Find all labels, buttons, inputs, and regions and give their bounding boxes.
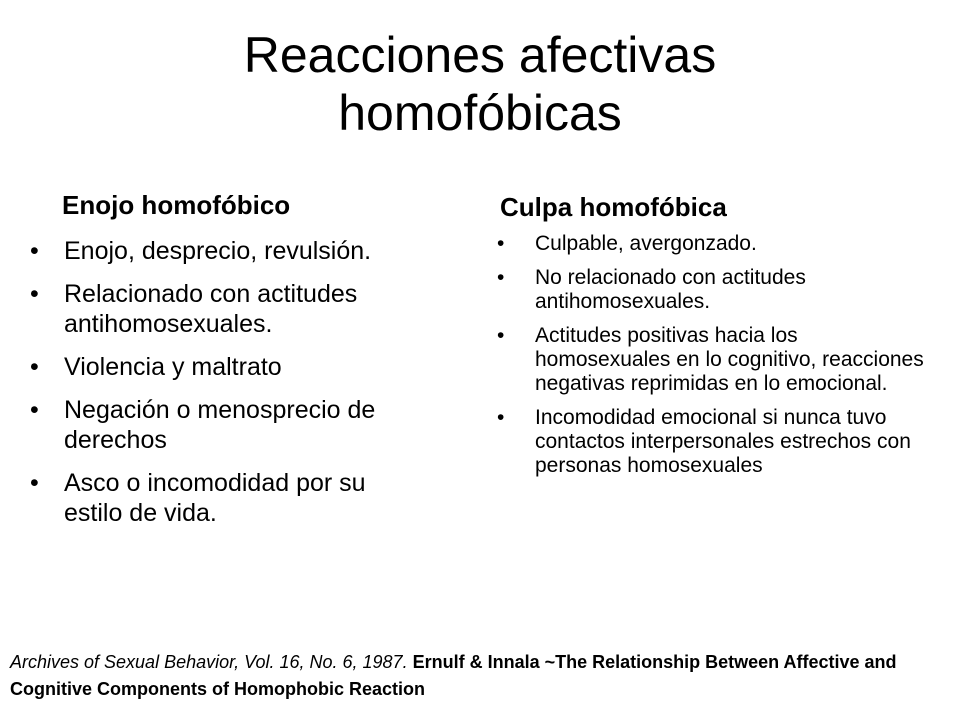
list-item	[497, 406, 927, 478]
list-item	[497, 324, 927, 396]
list-item-text: Enojo, desprecio, revulsión.	[64, 237, 372, 265]
slide-title	[0, 26, 960, 142]
list-item	[30, 468, 430, 528]
bullet-icon: •	[30, 396, 39, 424]
bullet-icon: •	[497, 232, 505, 255]
right-column-heading: Culpa homofóbica	[500, 192, 727, 222]
list-item	[30, 236, 430, 266]
bullet-icon: •	[30, 469, 39, 497]
list-item-text: Culpable, avergonzado.	[535, 232, 757, 255]
list-item-text: Negación o menosprecio de derechos	[64, 396, 376, 454]
slide-title-line-1: Reacciones afectivas	[243, 27, 717, 83]
list-item-text: Violencia y maltrato	[64, 353, 282, 381]
citation-journal: Archives of Sexual Behavior, Vol. 16, No. 6, 1987.	[10, 652, 408, 672]
bullet-icon: •	[497, 324, 505, 347]
list-item	[497, 266, 927, 314]
citation	[10, 649, 955, 703]
list-item-text: Asco o incomodidad por su estilo de vida.	[64, 469, 366, 527]
list-item-text: Relacionado con actitudes antihomosexuales.	[64, 280, 358, 338]
citation-authors-title: Ernulf & Innala ~The Relationship Between Affective and Cognitive Components of Homophobic Reaction	[10, 652, 897, 699]
list-item	[30, 279, 430, 339]
bullet-icon: •	[497, 406, 505, 429]
right-bullet-list	[497, 232, 927, 488]
list-item	[30, 352, 430, 382]
left-column-heading: Enojo homofóbico	[62, 190, 291, 220]
list-item-text: No relacionado con actitudes antihomosexuales.	[535, 266, 806, 313]
list-item	[497, 232, 927, 256]
list-item	[30, 395, 430, 455]
left-bullet-list	[30, 236, 430, 541]
bullet-icon: •	[30, 280, 39, 308]
bullet-icon: •	[497, 266, 505, 289]
list-item-text: Actitudes positivas hacia los homosexuales en lo cognitivo, reacciones negativas reprimidas en lo emocional.	[535, 324, 924, 395]
list-item-text: Incomodidad emocional si nunca tuvo contactos interpersonales estrechos con personas homosexuales	[535, 406, 911, 477]
bullet-icon: •	[30, 353, 39, 381]
slide-title-line-2: homofóbicas	[338, 85, 622, 141]
bullet-icon: •	[30, 237, 39, 265]
